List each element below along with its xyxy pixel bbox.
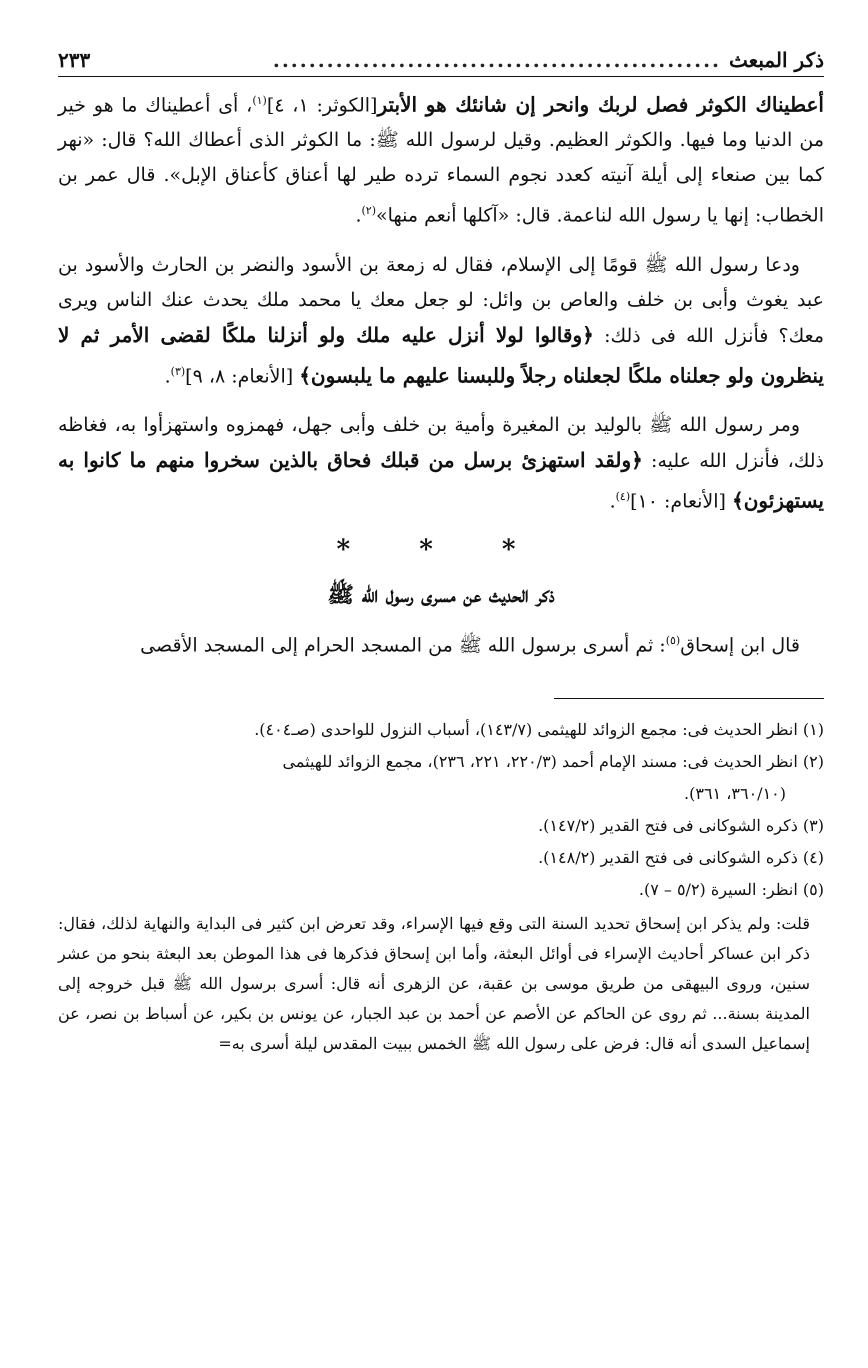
- footnote-ref[interactable]: (٥): [665, 634, 681, 648]
- footnote-5-commentary: قلت: ولم يذكر ابن إسحاق تحديد السنة التى وقع فيها الإسراء، وقد تعرض ابن كثير فى البداية والنهاية لذلك، فقال: ذكر ابن عساكر أحاديث الإسراء فى أوائل البعثة، وأما ابن إسحاق فذكرها فى هذا الموطن بعد البعثة بنحو من عشر سنين، وروى البيهقى من طريق موسى بن عقبة، عن الزهرى أنه قال: أسرى برسول الله ﷺ قبل خروجه إلى المدينة بسنة... ثم روى عن الحاكم عن الأصم عن أحمد بن عبد الجبار، عن يونس بن بكير، عن أسباط بن نصر، عن إسماعيل السدى أنه قال: فرض على رسول الله ﷺ الخمس ببيت المقدس ليلة أسرى به=: [58, 913, 811, 1053]
- footnote-ref[interactable]: (٤): [615, 489, 631, 503]
- paragraph-text: ومر رسول الله ﷺ بالوليد بن المغيرة وأمية بن خلف وأبى جهل، فهمزوه واستهزأوا به، فغاظه ذلك، فأنزل الله عليه:: [58, 413, 825, 472]
- footnote-ref[interactable]: (١): [252, 94, 267, 107]
- punct: .: [164, 364, 171, 387]
- paragraph-text: قال ابن إسحاق: [680, 634, 800, 657]
- footnote-2-cont: (٣٦٠/١٠، ٣٦١).: [684, 783, 786, 803]
- footnote-4: (٤) ذكره الشوكانى فى فتح القدير (١٤٨/٢).: [538, 847, 824, 867]
- section-heading: ذكر الحديث عن مسرى رسول الله ﷺ: [327, 582, 555, 609]
- quran-ref: [الأنعام: ٨، ٩]: [185, 364, 300, 387]
- quran-quote: أعطيناك الكوثر فصل لربك وانحر إن شانئك هو الأبتر: [377, 92, 824, 117]
- quran-quote: ﴿وقالوا لولا أنزل عليه ملك ولو أنزلنا ملكًا لقضى الأمر ثم لا ينظرون ولو جعلناه ملكًا لجعلناه رجلاً وللبسنا عليهم ما يلبسون﴾: [58, 322, 824, 387]
- punct: .: [355, 204, 362, 227]
- quran-quote: ﴿ولقد استهزئ برسل من قبلك فحاق بالذين سخروا منهم ما كانوا به يستهزئون﴾: [58, 447, 824, 513]
- paragraph-3: [58, 408, 824, 519]
- quran-ref: [الأنعام: ١٠]: [630, 490, 732, 513]
- section-separator: * * *: [336, 535, 546, 566]
- footnote-2: (٢) انظر الحديث فى: مسند الإمام أحمد (٢٢٠/٣، ٢٢١، ٢٣٦)، مجمع الزوائد للهيثمى: [282, 751, 824, 771]
- footnote-ref[interactable]: (٢): [361, 204, 377, 218]
- page-header: [58, 48, 824, 77]
- main-text: [58, 83, 824, 664]
- footnote-5: (٥) انظر: السيرة (٥/٢ – ٧).: [638, 879, 824, 899]
- paragraph-text: ودعا رسول الله ﷺ قومًا إلى الإسلام، فقال له زمعة بن الأسود والنضر بن الحارث والأسود بن عبد يغوث وأبى بن خلف والعاص بن وائل: لو جعل معك يا محمد ملك يحدث عنك الناس ويرى معك؟ فأنزل الله فى ذلك:: [58, 253, 824, 347]
- footnote-ref[interactable]: (٣): [170, 364, 186, 378]
- quran-ref: [الكوثر: ١، ٤]: [266, 94, 378, 117]
- footnote-3: (٣) ذكره الشوكانى فى فتح القدير (١٤٧/٢).: [538, 815, 824, 835]
- header-dots: ..................................................: [272, 48, 722, 72]
- paragraph-text: : ثم أسرى برسول الله ﷺ من المسجد الحرام إلى المسجد الأقصى: [140, 634, 666, 657]
- footnotes: [58, 715, 824, 1059]
- page-number: ٢٣٣: [58, 48, 91, 72]
- running-title: ذكر المبعث: [729, 48, 824, 72]
- footnote-1: (١) انظر الحديث فى: مجمع الزوائد للهيثمى (١٤٣/٧)، أسباب النزول للواحدى (صـ٤٠٤).: [254, 719, 824, 739]
- paragraph-2: [58, 248, 824, 394]
- paragraph-4: [58, 623, 824, 663]
- punct: .: [609, 490, 616, 513]
- book-page: [58, 48, 824, 1075]
- paragraph-text: ، أى أعطيناك ما هو خير من الدنيا وما فيها. والكوثر العظيم. وقيل لرسول الله ﷺ: ما الكوثر الذى أعطاك الله؟ قال: «نهر كما بين صنعاء إلى أيلة آنيته كعدد نجوم السماء ترده طير لها أعناق كأعناق الإبل». قال عمر بن الخطاب: إنها يا رسول الله لناعمة. قال: «آكلها أنعم منها»: [58, 94, 824, 227]
- paragraph-1: [58, 83, 824, 234]
- footnote-divider: [554, 698, 824, 699]
